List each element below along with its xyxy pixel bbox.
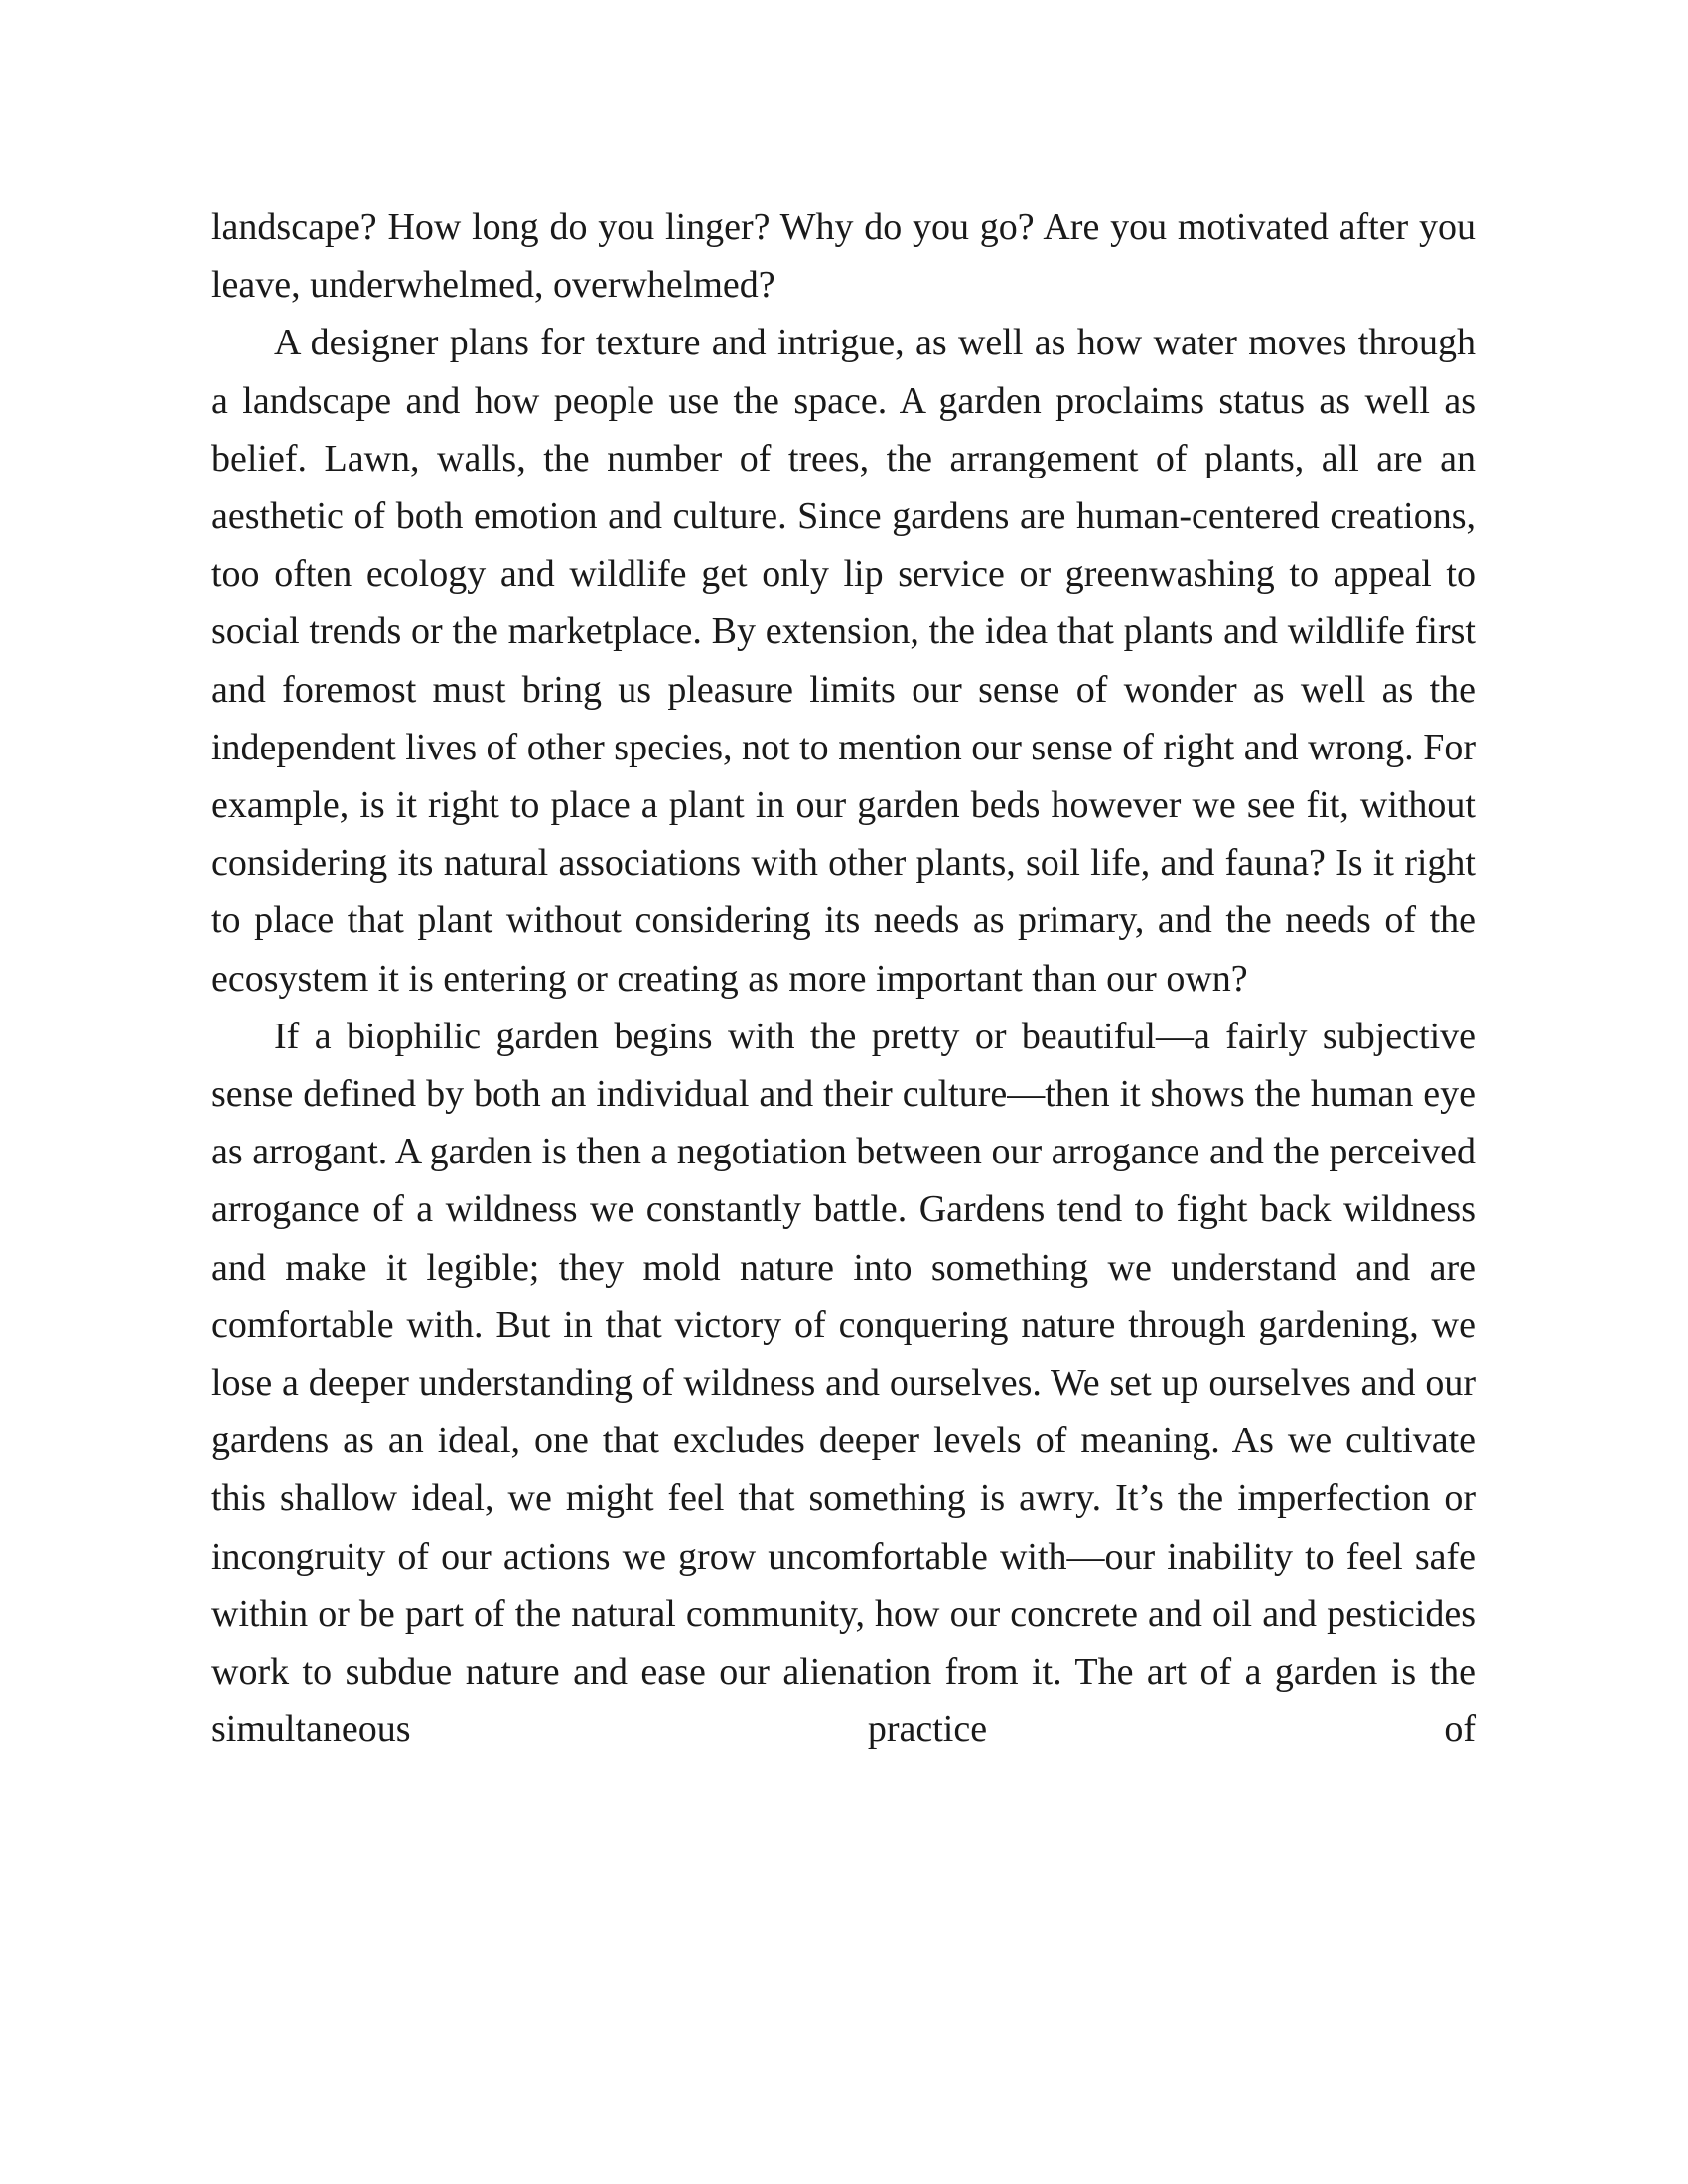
- paragraph-continuation: landscape? How long do you linger? Why do you go? Are you motivated after you leave, underwhelmed, overwhelmed?: [211, 206, 1476, 307]
- paragraph-biophilic-garden: If a biophilic garden begins with the pretty or beautiful—a fairly subjective sense defined by both an individual and their culture—then it shows the human eye as arrogant. A garden is then a negotiation between our arrogance and the perceived arrogance of a wildness we constantly battle. Gardens tend to fight back wildness and make it legible; they mold nature into something we understand and are comfortable with. But in that victory of conquering nature through gardening, we lose a deeper understanding of wildness and ourselves. We set up ourselves and our gardens as an ideal, one that excludes deeper levels of meaning. As we cultivate this shallow ideal, we might feel that something is awry. It’s the imperfection or incongruity of our actions we grow uncomfortable with—our inability to feel safe within or be part of the natural community, how our concrete and oil and pesticides work to subdue nature and ease our alienation from it. The art of a garden is the simultaneous practice of: [211, 1015, 1476, 1751]
- page-body: [211, 199, 1476, 1758]
- paragraph-designer: A designer plans for texture and intrigue, as well as how water moves through a landscape and how people use the space. A garden proclaims status as well as belief. Lawn, walls, the number of trees, the arrangement of plants, all are an aesthetic of both emotion and culture. Since gardens are human-centered creations, too often ecology and wildlife get only lip service or greenwashing to appeal to social trends or the marketplace. By extension, the idea that plants and wildlife first and foremost must bring us pleasure limits our sense of wonder as well as the independent lives of other species, not to mention our sense of right and wrong. For example, is it right to place a plant in our garden beds however we see fit, without considering its natural associations with other plants, soil life, and fauna? Is it right to place that plant without considering its needs as primary, and the needs of the ecosystem it is entering or creating as more important than our own?: [211, 322, 1476, 1000]
